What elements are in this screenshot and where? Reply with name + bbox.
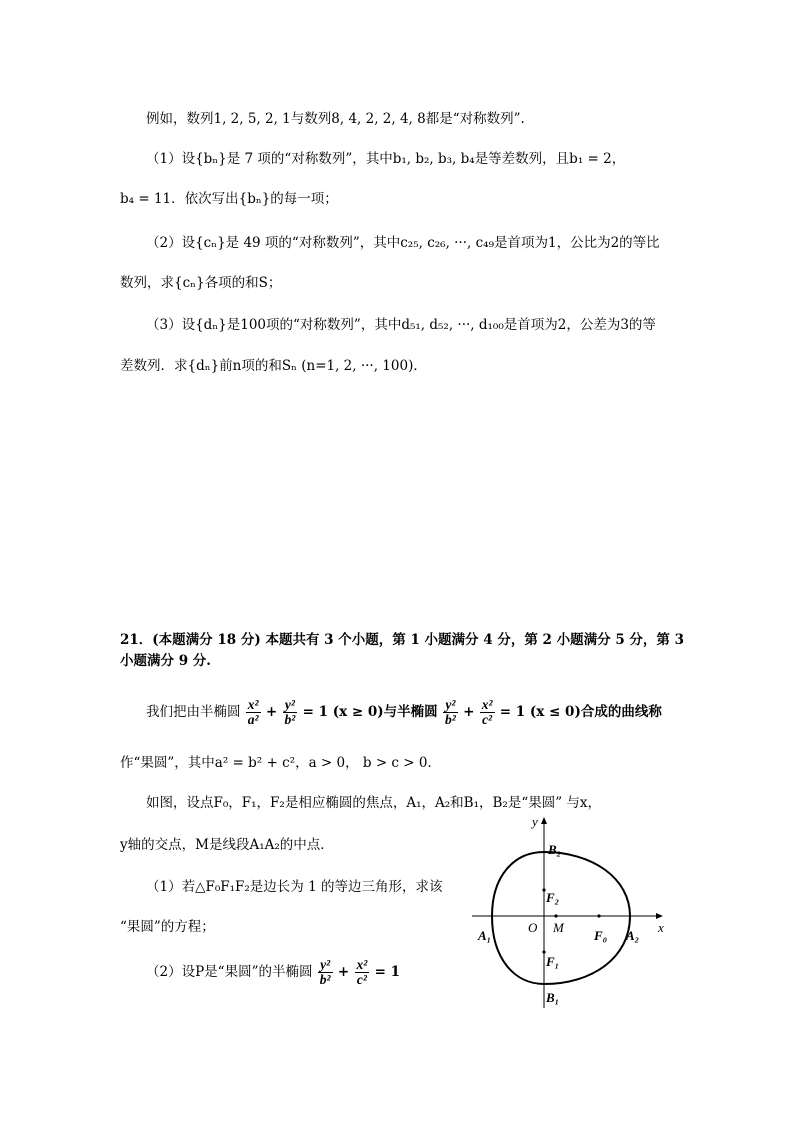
fraction-x2-c2-sub2	[355, 958, 370, 987]
midpoint-m-dot	[554, 914, 557, 917]
x-axis-label: x	[658, 920, 664, 935]
label-a2: A₂	[626, 928, 640, 943]
problem-21-header: 21．(本题满分 18 分) 本题共有 3 个小题，第 1 小题满分 4 分，第 2 小题满分 5 分，第 3	[120, 632, 685, 648]
fraction-y2-b2-sub2	[318, 958, 333, 987]
q1-line-b: b₄ = 11．依次写出{bₙ}的每一项；	[120, 191, 338, 207]
sub1-line-b: “果圆”的方程；	[120, 919, 215, 935]
frac-den: c²	[356, 972, 367, 987]
frac-den: c²	[482, 712, 493, 727]
frac-den: b²	[444, 712, 456, 727]
guoyuan-definition-line: 作“果圆”，其中a² = b² + c²，a > 0， b > c > 0．	[120, 755, 441, 771]
guoyuan-curve	[492, 852, 630, 984]
axis-intersection-line: y轴的交点，M是线段A₁A₂的中点．	[120, 837, 334, 853]
frac-num: x²	[247, 697, 259, 712]
frac-den: b²	[319, 972, 331, 987]
frac-num: y²	[318, 958, 333, 973]
frac-num: y²	[443, 698, 458, 713]
frac-den: b²	[284, 712, 296, 727]
focus-line: 如图，设点F₀，F₁，F₂是相应椭圆的焦点，A₁，A₂和B₁，B₂是“果圆” 与x，	[146, 795, 602, 811]
label-m: M	[553, 920, 564, 935]
ellipse-def-post: = 1 (x ≤ 0)合成的曲线称	[499, 704, 662, 720]
fraction-y2-b2	[283, 698, 298, 727]
label-f1: F₁	[546, 954, 560, 969]
q1-line-a: （1）设{bₙ}是 7 项的“对称数列”，其中b₁, b₂, b₃, b₄是等差数列，且b₁ = 2，	[146, 151, 626, 167]
fraction-y2-b2-second	[443, 698, 458, 727]
label-b2: B₂	[548, 842, 562, 857]
label-f0: F₀	[594, 928, 608, 943]
focus-f0-dot	[597, 914, 600, 917]
ellipse-def-pre: 我们把由半椭圆	[146, 704, 241, 720]
fraction-x2-a2	[246, 698, 261, 727]
problem-21-header-cont: 小题满分 9 分.	[120, 653, 211, 669]
guoyuan-diagram	[468, 812, 678, 1012]
frac-num: x²	[356, 957, 368, 972]
sub2-pre: （2）设P是“果圆”的半椭圆	[146, 964, 313, 980]
q2-line-b: 数列，求{cₙ}各项的和S；	[120, 275, 282, 291]
sub2-line: （2）设P是“果圆”的半椭圆 $\frac{\text{y²}}{\text{b²}}$ + $\frac{\text{x²}}{\text{c²}}$ = 1	[146, 957, 401, 987]
frac-num: x²	[481, 697, 493, 712]
label-origin: O	[528, 920, 538, 935]
guoyuan-figure	[468, 812, 678, 1012]
ellipse-definition-line: 我们把由半椭圆 $\frac{\text{x²}}{\text{a²}}$ + $\frac{\text{y²}}{\text{b²}}$ = 1 (x ≥ 0)与半椭圆 $\frac{\text{y²}}{\text{b²}}$ + $\frac{\text{x²}}{\text{c²}}$ = 1 (x ≤ 0)合成的曲线称	[146, 697, 662, 727]
fraction-x2-c2	[480, 698, 495, 727]
frac-den: a²	[247, 712, 259, 727]
y-axis-label: y	[532, 814, 538, 829]
sub2-post: = 1	[374, 964, 401, 980]
frac-num: y²	[283, 698, 298, 713]
q3-line-b: 差数列．求{dₙ}前n项的和Sₙ (n=1, 2, ···, 100)．	[120, 358, 427, 374]
sub1-line-a: （1）若△F₀F₁F₂是边长为 1 的等边三角形，求该	[146, 879, 443, 895]
q3-line-a: （3）设{dₙ}是100项的“对称数列”，其中d₅₁, d₅₂, ···, d₁₀₀是首项为2，公差为3的等	[146, 317, 656, 333]
label-a1: A₁	[478, 928, 492, 943]
label-f2: F₂	[546, 890, 560, 905]
ellipse-def-mid: = 1 (x ≥ 0)与半椭圆	[302, 704, 438, 720]
intro-line: 例如，数列1, 2, 5, 2, 1与数列8, 4, 2, 2, 4, 8都是“对称数列”.	[146, 111, 525, 127]
label-b1: B₁	[546, 990, 560, 1005]
q2-line-a: （2）设{cₙ}是 49 项的“对称数列”，其中c₂₅, c₂₆, ···, c₄₉是首项为1，公比为2的等比	[146, 235, 660, 251]
